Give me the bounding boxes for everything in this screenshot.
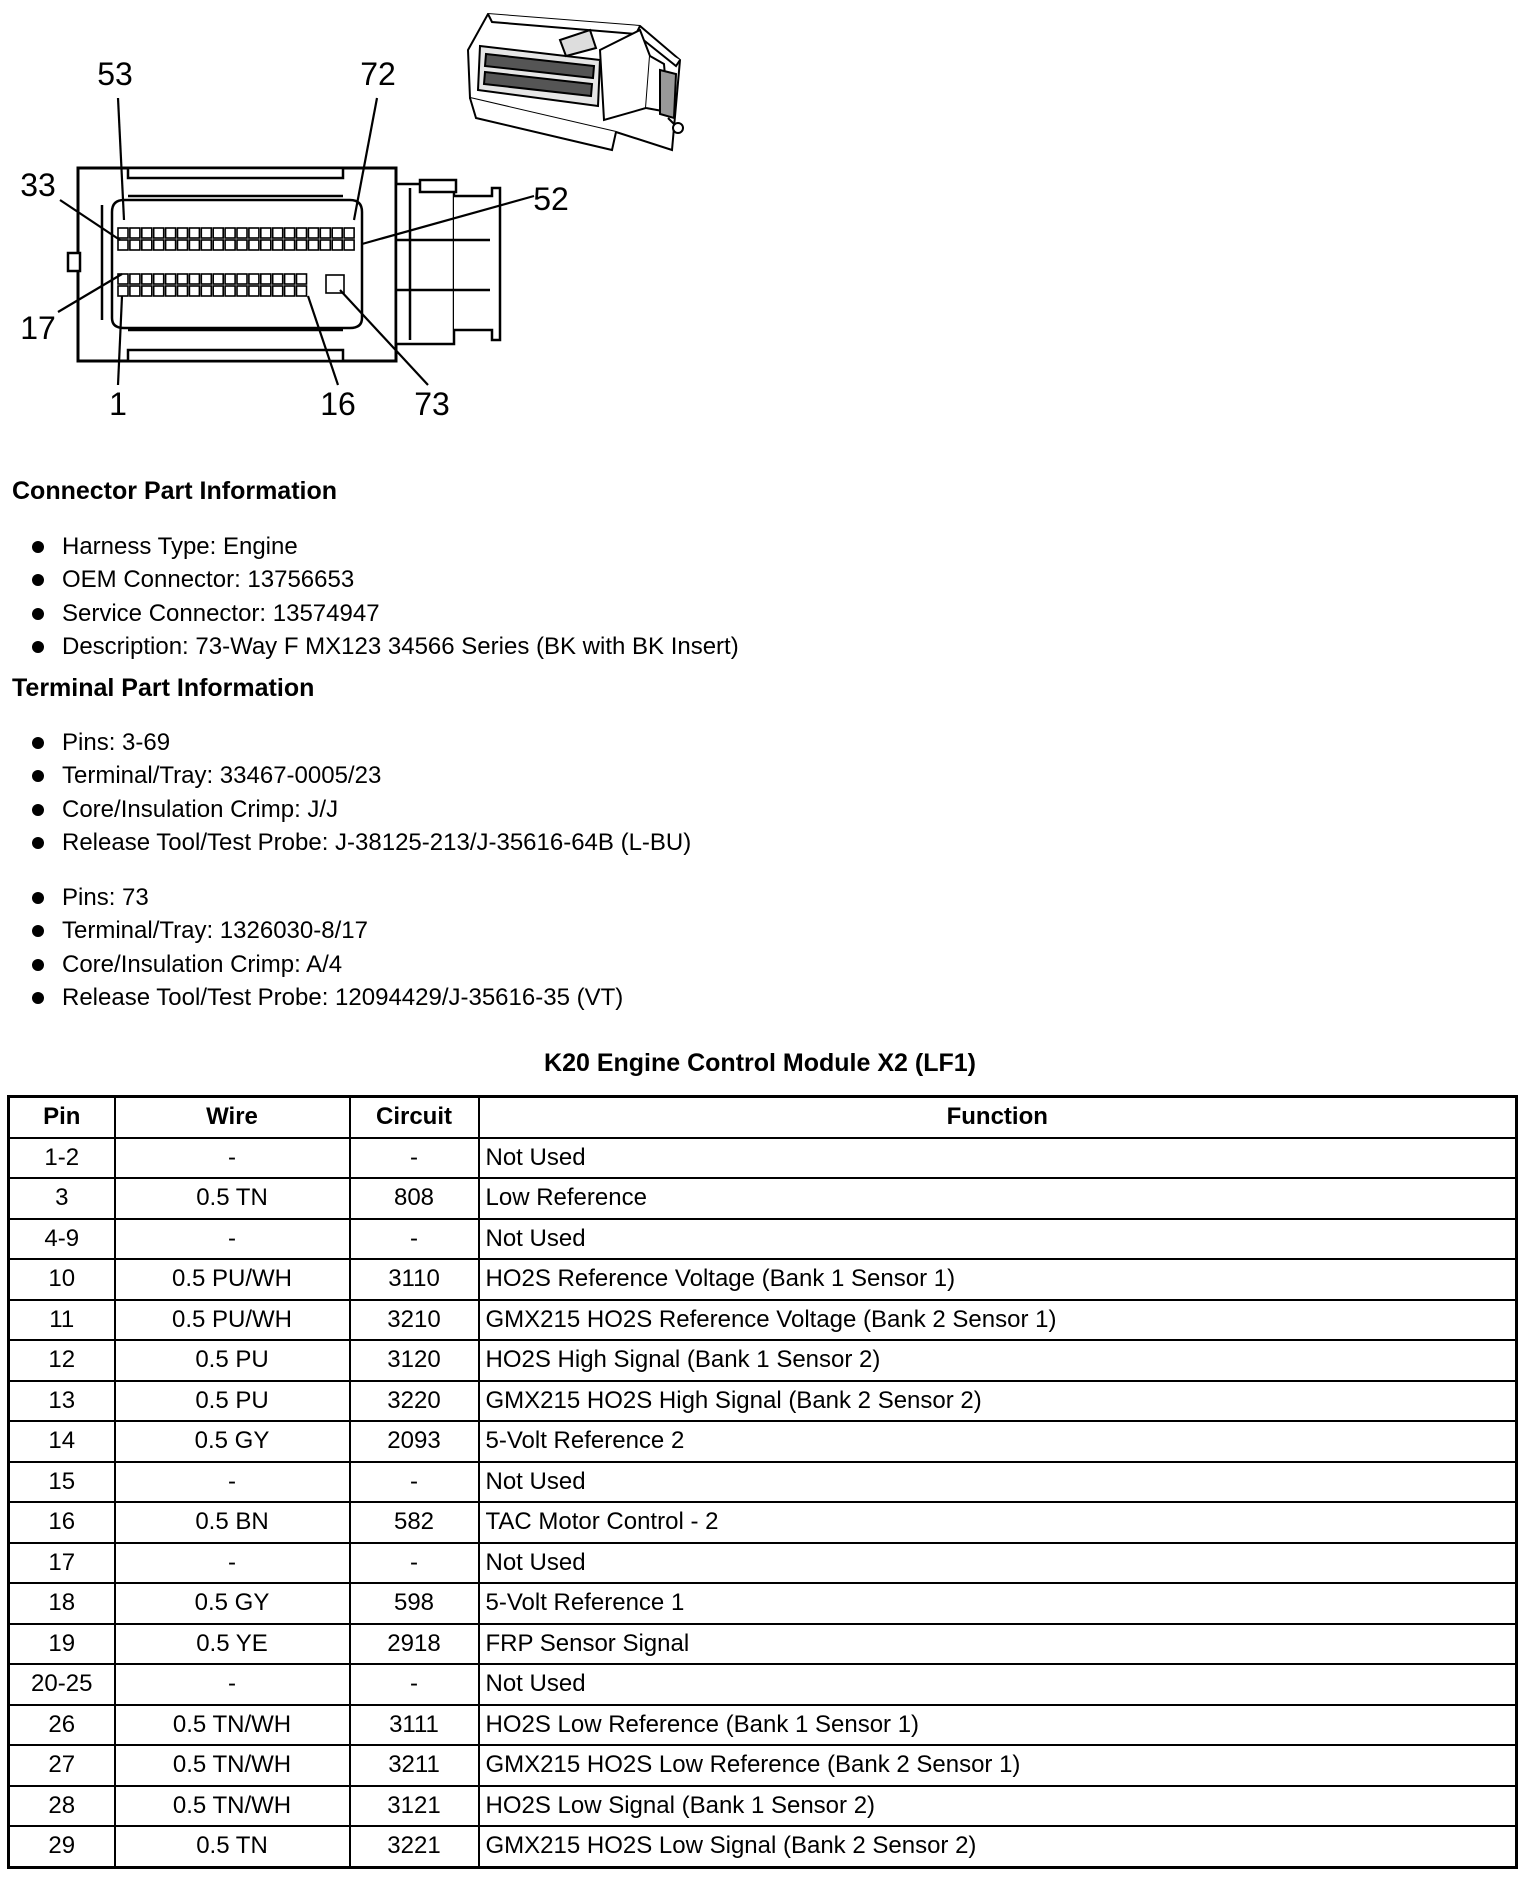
cell-pin: 29 (9, 1826, 115, 1867)
pin-cavity (213, 286, 223, 296)
cell-wire: 0.5 TN (115, 1826, 350, 1867)
cell-circuit: - (350, 1138, 479, 1179)
pin-cavity (118, 240, 128, 250)
table-title: K20 Engine Control Module X2 (LF1) (544, 1049, 976, 1077)
column-header-circuit: Circuit (350, 1097, 479, 1138)
callout-label-73: 73 (414, 386, 450, 422)
list-item: Terminal/Tray: 1326030-8/17 (26, 914, 623, 947)
pin-cavity (130, 240, 140, 250)
cell-wire: 0.5 PU/WH (115, 1259, 350, 1300)
table-row (9, 1826, 1517, 1867)
pin-cavity (178, 286, 188, 296)
pin-cavity (285, 240, 295, 250)
list-item: Core/Insulation Crimp: A/4 (26, 948, 623, 981)
cell-function: GMX215 HO2S High Signal (Bank 2 Sensor 2) (479, 1381, 1517, 1422)
pin-cavity (189, 240, 199, 250)
list-item: Release Tool/Test Probe: J-38125-213/J-35616-64B (L-BU) (26, 826, 691, 859)
cell-function: 5-Volt Reference 1 (479, 1583, 1517, 1624)
pin-table (7, 1095, 1518, 1869)
list-item: Harness Type: Engine (26, 530, 739, 563)
cell-function: GMX215 HO2S Reference Voltage (Bank 2 Sensor 1) (479, 1300, 1517, 1341)
table-row (9, 1138, 1517, 1179)
column-header-pin: Pin (9, 1097, 115, 1138)
pin-cavity (237, 240, 247, 250)
cell-pin: 15 (9, 1462, 115, 1503)
cell-pin: 19 (9, 1624, 115, 1665)
callout-label-33: 33 (20, 167, 56, 203)
cell-function: Not Used (479, 1664, 1517, 1705)
cell-circuit: 2093 (350, 1421, 479, 1462)
cell-pin: 10 (9, 1259, 115, 1300)
cell-function: HO2S Low Reference (Bank 1 Sensor 1) (479, 1705, 1517, 1746)
cell-wire: 0.5 PU (115, 1381, 350, 1422)
pin-cavity (273, 274, 283, 284)
pin-cavity (213, 240, 223, 250)
pin-cavity (142, 228, 152, 238)
list-item: Description: 73-Way F MX123 34566 Series (BK with BK Insert) (26, 630, 739, 663)
pin-cavity (297, 274, 307, 284)
pin-cavity (332, 240, 342, 250)
callout-label-52: 52 (533, 181, 569, 217)
cell-wire: 0.5 GY (115, 1583, 350, 1624)
pin-cavity (142, 286, 152, 296)
pin-cavity (297, 286, 307, 296)
pin-cavity (320, 240, 330, 250)
cell-function: HO2S High Signal (Bank 1 Sensor 2) (479, 1340, 1517, 1381)
cell-pin: 27 (9, 1745, 115, 1786)
cell-wire: 0.5 TN/WH (115, 1745, 350, 1786)
list-item: Terminal/Tray: 33467-0005/23 (26, 759, 691, 792)
table-row (9, 1462, 1517, 1503)
list-item: OEM Connector: 13756653 (26, 563, 739, 596)
pin-cavity (166, 240, 176, 250)
cell-pin: 14 (9, 1421, 115, 1462)
callout-label-53: 53 (97, 56, 133, 92)
table-row (9, 1664, 1517, 1705)
pin-cavity (225, 286, 235, 296)
pin-cavity (261, 274, 271, 284)
cell-wire: - (115, 1543, 350, 1584)
table-row (9, 1502, 1517, 1543)
cell-pin: 16 (9, 1502, 115, 1543)
list-item: Pins: 3-69 (26, 726, 691, 759)
pin-cavity (225, 240, 235, 250)
cell-circuit: - (350, 1462, 479, 1503)
pin-cavity (118, 228, 128, 238)
column-header-wire: Wire (115, 1097, 350, 1138)
connector-info-title: Connector Part Information (12, 477, 338, 505)
pin-cavity (166, 228, 176, 238)
pin-cavity (213, 228, 223, 238)
table-row (9, 1178, 1517, 1219)
cell-function: HO2S Reference Voltage (Bank 1 Sensor 1) (479, 1259, 1517, 1300)
cell-function: 5-Volt Reference 2 (479, 1421, 1517, 1462)
cell-wire: 0.5 PU/WH (115, 1300, 350, 1341)
table-row (9, 1259, 1517, 1300)
pin-cavity (189, 274, 199, 284)
pin-cavity (249, 228, 259, 238)
pin-cavity (261, 240, 271, 250)
cell-circuit: 582 (350, 1502, 479, 1543)
cell-function: GMX215 HO2S Low Reference (Bank 2 Sensor 1) (479, 1745, 1517, 1786)
connector-face-drawing (68, 168, 500, 361)
cell-circuit: - (350, 1543, 479, 1584)
table-row (9, 1745, 1517, 1786)
table-row (9, 1219, 1517, 1260)
cell-pin: 3 (9, 1178, 115, 1219)
cell-wire: - (115, 1138, 350, 1179)
cell-function: Not Used (479, 1462, 1517, 1503)
pin-cavity (201, 286, 211, 296)
cell-circuit: 808 (350, 1178, 479, 1219)
pin-cavity (154, 228, 164, 238)
callout-label-17: 17 (20, 310, 56, 346)
pin-cavity (130, 274, 140, 284)
pin-cavity (285, 286, 295, 296)
pin-cavity (308, 228, 318, 238)
cell-pin: 18 (9, 1583, 115, 1624)
terminal-info-title: Terminal Part Information (12, 674, 315, 702)
pin-cavity (249, 274, 259, 284)
pin-cavity (237, 228, 247, 238)
pin-cavity (308, 240, 318, 250)
connector-3d-illustration (468, 14, 683, 150)
pin-cavity (237, 274, 247, 284)
cell-circuit: 2918 (350, 1624, 479, 1665)
pin-cavity (320, 228, 330, 238)
cell-circuit: - (350, 1219, 479, 1260)
cell-pin: 17 (9, 1543, 115, 1584)
pin-cavity (189, 286, 199, 296)
cell-circuit: 3120 (350, 1340, 479, 1381)
cell-circuit: - (350, 1664, 479, 1705)
list-item: Service Connector: 13574947 (26, 597, 739, 630)
table-row (9, 1300, 1517, 1341)
cell-wire: - (115, 1462, 350, 1503)
pin-cavity (273, 228, 283, 238)
cell-circuit: 3210 (350, 1300, 479, 1341)
pin-cavity (273, 240, 283, 250)
pin-cavity (344, 240, 354, 250)
cell-function: HO2S Low Signal (Bank 1 Sensor 2) (479, 1786, 1517, 1827)
cell-function: GMX215 HO2S Low Signal (Bank 2 Sensor 2) (479, 1826, 1517, 1867)
cell-function: TAC Motor Control - 2 (479, 1502, 1517, 1543)
cell-circuit: 3221 (350, 1826, 479, 1867)
pin-cavity (332, 228, 342, 238)
cell-circuit: 3220 (350, 1381, 479, 1422)
cell-wire: 0.5 YE (115, 1624, 350, 1665)
cell-function: Not Used (479, 1138, 1517, 1179)
cell-wire: 0.5 TN/WH (115, 1786, 350, 1827)
cell-pin: 28 (9, 1786, 115, 1827)
cell-pin: 20-25 (9, 1664, 115, 1705)
cell-function: FRP Sensor Signal (479, 1624, 1517, 1665)
pin-cavity (178, 228, 188, 238)
pin-cavity (201, 228, 211, 238)
pin-cavity (118, 286, 128, 296)
callout-label-72: 72 (360, 56, 396, 92)
cell-pin: 4-9 (9, 1219, 115, 1260)
pin-cavity (201, 274, 211, 284)
pin-cavity (154, 286, 164, 296)
connector-diagram (0, 0, 1520, 450)
cell-wire: 0.5 GY (115, 1421, 350, 1462)
pin-cavity (344, 228, 354, 238)
callout-label-1: 1 (109, 386, 127, 422)
cell-wire: 0.5 TN (115, 1178, 350, 1219)
table-row (9, 1786, 1517, 1827)
pin-cavity (249, 240, 259, 250)
table-row (9, 1624, 1517, 1665)
cell-wire: 0.5 TN/WH (115, 1705, 350, 1746)
table-row (9, 1381, 1517, 1422)
pin-cavity (261, 228, 271, 238)
table-row (9, 1583, 1517, 1624)
pin-cavity (261, 286, 271, 296)
pin-cavity (130, 228, 140, 238)
pin-cavity (142, 240, 152, 250)
column-header-function: Function (479, 1097, 1517, 1138)
table-row (9, 1340, 1517, 1381)
table-row (9, 1421, 1517, 1462)
cell-function: Not Used (479, 1543, 1517, 1584)
list-item: Pins: 73 (26, 881, 623, 914)
pin-table-body (9, 1138, 1517, 1868)
cell-pin: 12 (9, 1340, 115, 1381)
cell-wire: 0.5 PU (115, 1340, 350, 1381)
cell-pin: 1-2 (9, 1138, 115, 1179)
pin-cavity (166, 286, 176, 296)
pin-cavity (154, 274, 164, 284)
cell-wire: - (115, 1664, 350, 1705)
list-item: Core/Insulation Crimp: J/J (26, 793, 691, 826)
pin-cavity (249, 286, 259, 296)
pin-cavity (178, 240, 188, 250)
table-header-row (9, 1097, 1517, 1138)
cell-pin: 13 (9, 1381, 115, 1422)
table-row (9, 1705, 1517, 1746)
cell-pin: 26 (9, 1705, 115, 1746)
cell-circuit: 3110 (350, 1259, 479, 1300)
pin-cavity (130, 286, 140, 296)
pin-cavity (297, 240, 307, 250)
pin-cavity (213, 274, 223, 284)
callout-label-16: 16 (320, 386, 356, 422)
list-item: Release Tool/Test Probe: 12094429/J-35616-35 (VT) (26, 981, 623, 1014)
pin-cavity (297, 228, 307, 238)
pin-cavity (225, 274, 235, 284)
connector-info-list (26, 530, 739, 664)
pin-cavity (178, 274, 188, 284)
pin-cavity (225, 228, 235, 238)
cell-circuit: 3211 (350, 1745, 479, 1786)
cell-circuit: 3111 (350, 1705, 479, 1746)
cell-circuit: 3121 (350, 1786, 479, 1827)
table-row (9, 1543, 1517, 1584)
pin-cavity (285, 274, 295, 284)
terminal-info-group-2 (26, 881, 623, 1015)
cell-function: Low Reference (479, 1178, 1517, 1219)
cell-function: Not Used (479, 1219, 1517, 1260)
cell-pin: 11 (9, 1300, 115, 1341)
cell-wire: 0.5 BN (115, 1502, 350, 1543)
pin-cavity (285, 228, 295, 238)
pin-cavity (201, 240, 211, 250)
pin-cavity (273, 286, 283, 296)
pin-cavity (237, 286, 247, 296)
pin-cavity (166, 274, 176, 284)
pin-cavity (154, 240, 164, 250)
pin-cavity (142, 274, 152, 284)
pin-cavity (189, 228, 199, 238)
cell-circuit: 598 (350, 1583, 479, 1624)
terminal-info-group-1 (26, 726, 691, 860)
cell-wire: - (115, 1219, 350, 1260)
